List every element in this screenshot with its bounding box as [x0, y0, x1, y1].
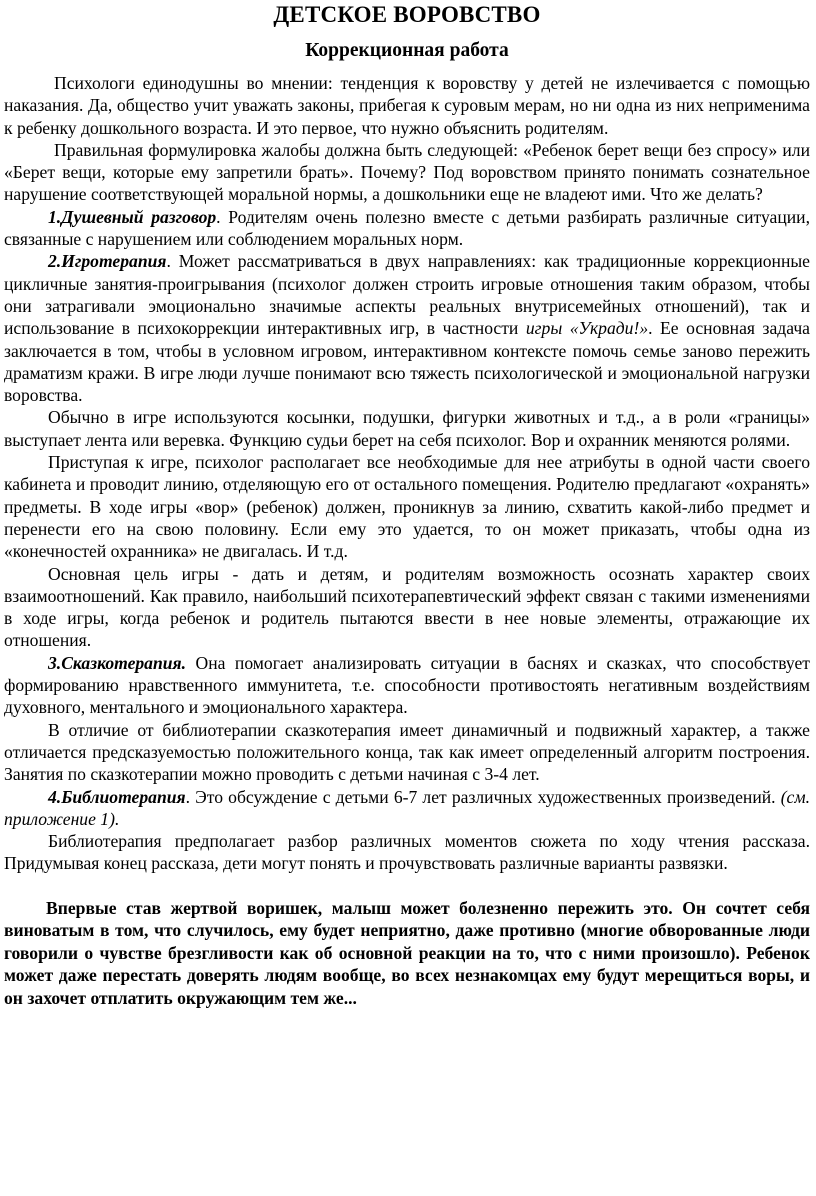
list-item-bibliotherapy [4, 786, 810, 831]
paragraph-fairytale: В отличие от библиотерапии сказкотерапия имеет динамичный и подвижный характер, а также отличается предсказуемостью положительного конца, так как имеет определенный алгоритм построения. Занятия по сказкотерапии можно проводить с детьми начиная с 3-4 лет. [4, 719, 810, 785]
page-title: ДЕТСКОЕ ВОРОВСТВО [273, 2, 541, 27]
paragraph-complaint: Правильная формулировка жалобы должна быть следующей: «Ребенок берет вещи без спросу» или «Берет вещи, которые ему запретили брать». Почему? Под воровством принято понимать сознательное нарушение соответствующей моральной нормы, а дошкольники еще не владеют ими. Что же делать? [4, 139, 810, 205]
item-text: Она помогает анализировать ситуации в баснях и сказках, что способствует формированию нравственного иммунитета, т.е. способности противостоять негативным воздействиям духовного, ментального и эмоционального характера. [4, 652, 810, 718]
list-item-fairytale-therapy [4, 652, 810, 719]
item-text: . Ее основная задача заключается в том, чтобы в условном игровом, интерактивном контексте помочь семье заново пережить драматизм кражи. В игре люди лучше понимают всю тяжесть психологической и эмоциональной нагрузки воровства. [4, 318, 810, 406]
item-heading: 3.Сказкотерапия. [48, 652, 187, 673]
list-item-play-therapy [4, 250, 810, 406]
paragraph-game-rules: Приступая к игре, психолог располагает все необходимые для нее атрибуты в одной части своего кабинета и проводит линию, отделяющую его от остального помещения. Родителю предлагают «охранять» предметы. В ходе игры «вор» (ребенок) должен, проникнув за линию, схватить какой-либо предмет и перенести его на свою половину. Если ему это удается, то он может приказать, чтобы одна из «конечностей охранника» не двигалась. И т.д. [4, 452, 810, 562]
paragraph-bibliotherapy: Библиотерапия предполагает разбор различных моментов сюжета по ходу чтения рассказа. Придумывая конец рассказа, дети могут понять и прочувствовать различные варианты развязки. [4, 831, 810, 874]
game-name: игры «Укради!» [525, 318, 649, 339]
paragraph-game-props: Обычно в игре используются косынки, подушки, фигурки животных и т.д., а в роли «границы» выступает лента или веревка. Функцию судьи берет на себя психолог. Вор и охранник меняются ролями. [4, 407, 810, 450]
paragraph-game-goal: Основная цель игры - дать и детям, и родителям возможность осознать характер своих взаимоотношений. Как правило, наибольший психотерапевтический эффект связан с такими изменениями в ходе игры, когда ребенок и родитель пытаются ввести в нее новые элементы, отражающие их отношения. [4, 563, 810, 651]
item-heading: 2.Игротерапия [48, 251, 167, 272]
closing-paragraph: Впервые став жертвой воришек, малыш может болезненно пережить это. Он сочтет себя виноватым в том, что случилось, ему будет неприятно, даже противно (многие обворованные люди говорили о чувстве брезгливости как об основной реакции на то, что с ними произошло). Ребенок может даже перестать доверять людям вообще, во всех незнакомцах ему будут мерещиться воры, и он захочет отплатить окружающим тем же... [4, 897, 810, 1009]
item-text: . Родителям очень полезно вместе с детьми разбирать различные ситуации, связанные с нарушением или соблюдением моральных норм. [4, 206, 810, 250]
item-text: . Это обсуждение с детьми 6-7 лет различных художественных произведений. [185, 786, 781, 807]
list-item-conversation [4, 206, 810, 251]
item-text: . Может рассматриваться в двух направлениях: как традиционные коррекционные цикличные занятия-проигрывания (психолог должен строить игровые отношения таким образом, чтобы они затрагивали эмоционально значимые аспекты реальных внутрисемейных отношений), так и использование в психокоррекции интерактивных игр, в частности [4, 251, 810, 339]
page-subtitle: Коррекционная работа [305, 40, 509, 61]
paragraph-intro: Психологи единодушны во мнении: тенденция к воровству у детей не излечивается с помощью наказания. Да, общество учит уважать законы, прибегая к суровым мерам, но ни одна из них неприменима к ребенку дошкольного возраста. И это первое, что нужно объяснить родителям. [4, 73, 810, 138]
item-heading: 1.Душевный разговор [48, 206, 217, 227]
appendix-reference: (см. приложение 1). [4, 786, 810, 829]
item-heading: 4.Библиотерапия [48, 786, 186, 807]
